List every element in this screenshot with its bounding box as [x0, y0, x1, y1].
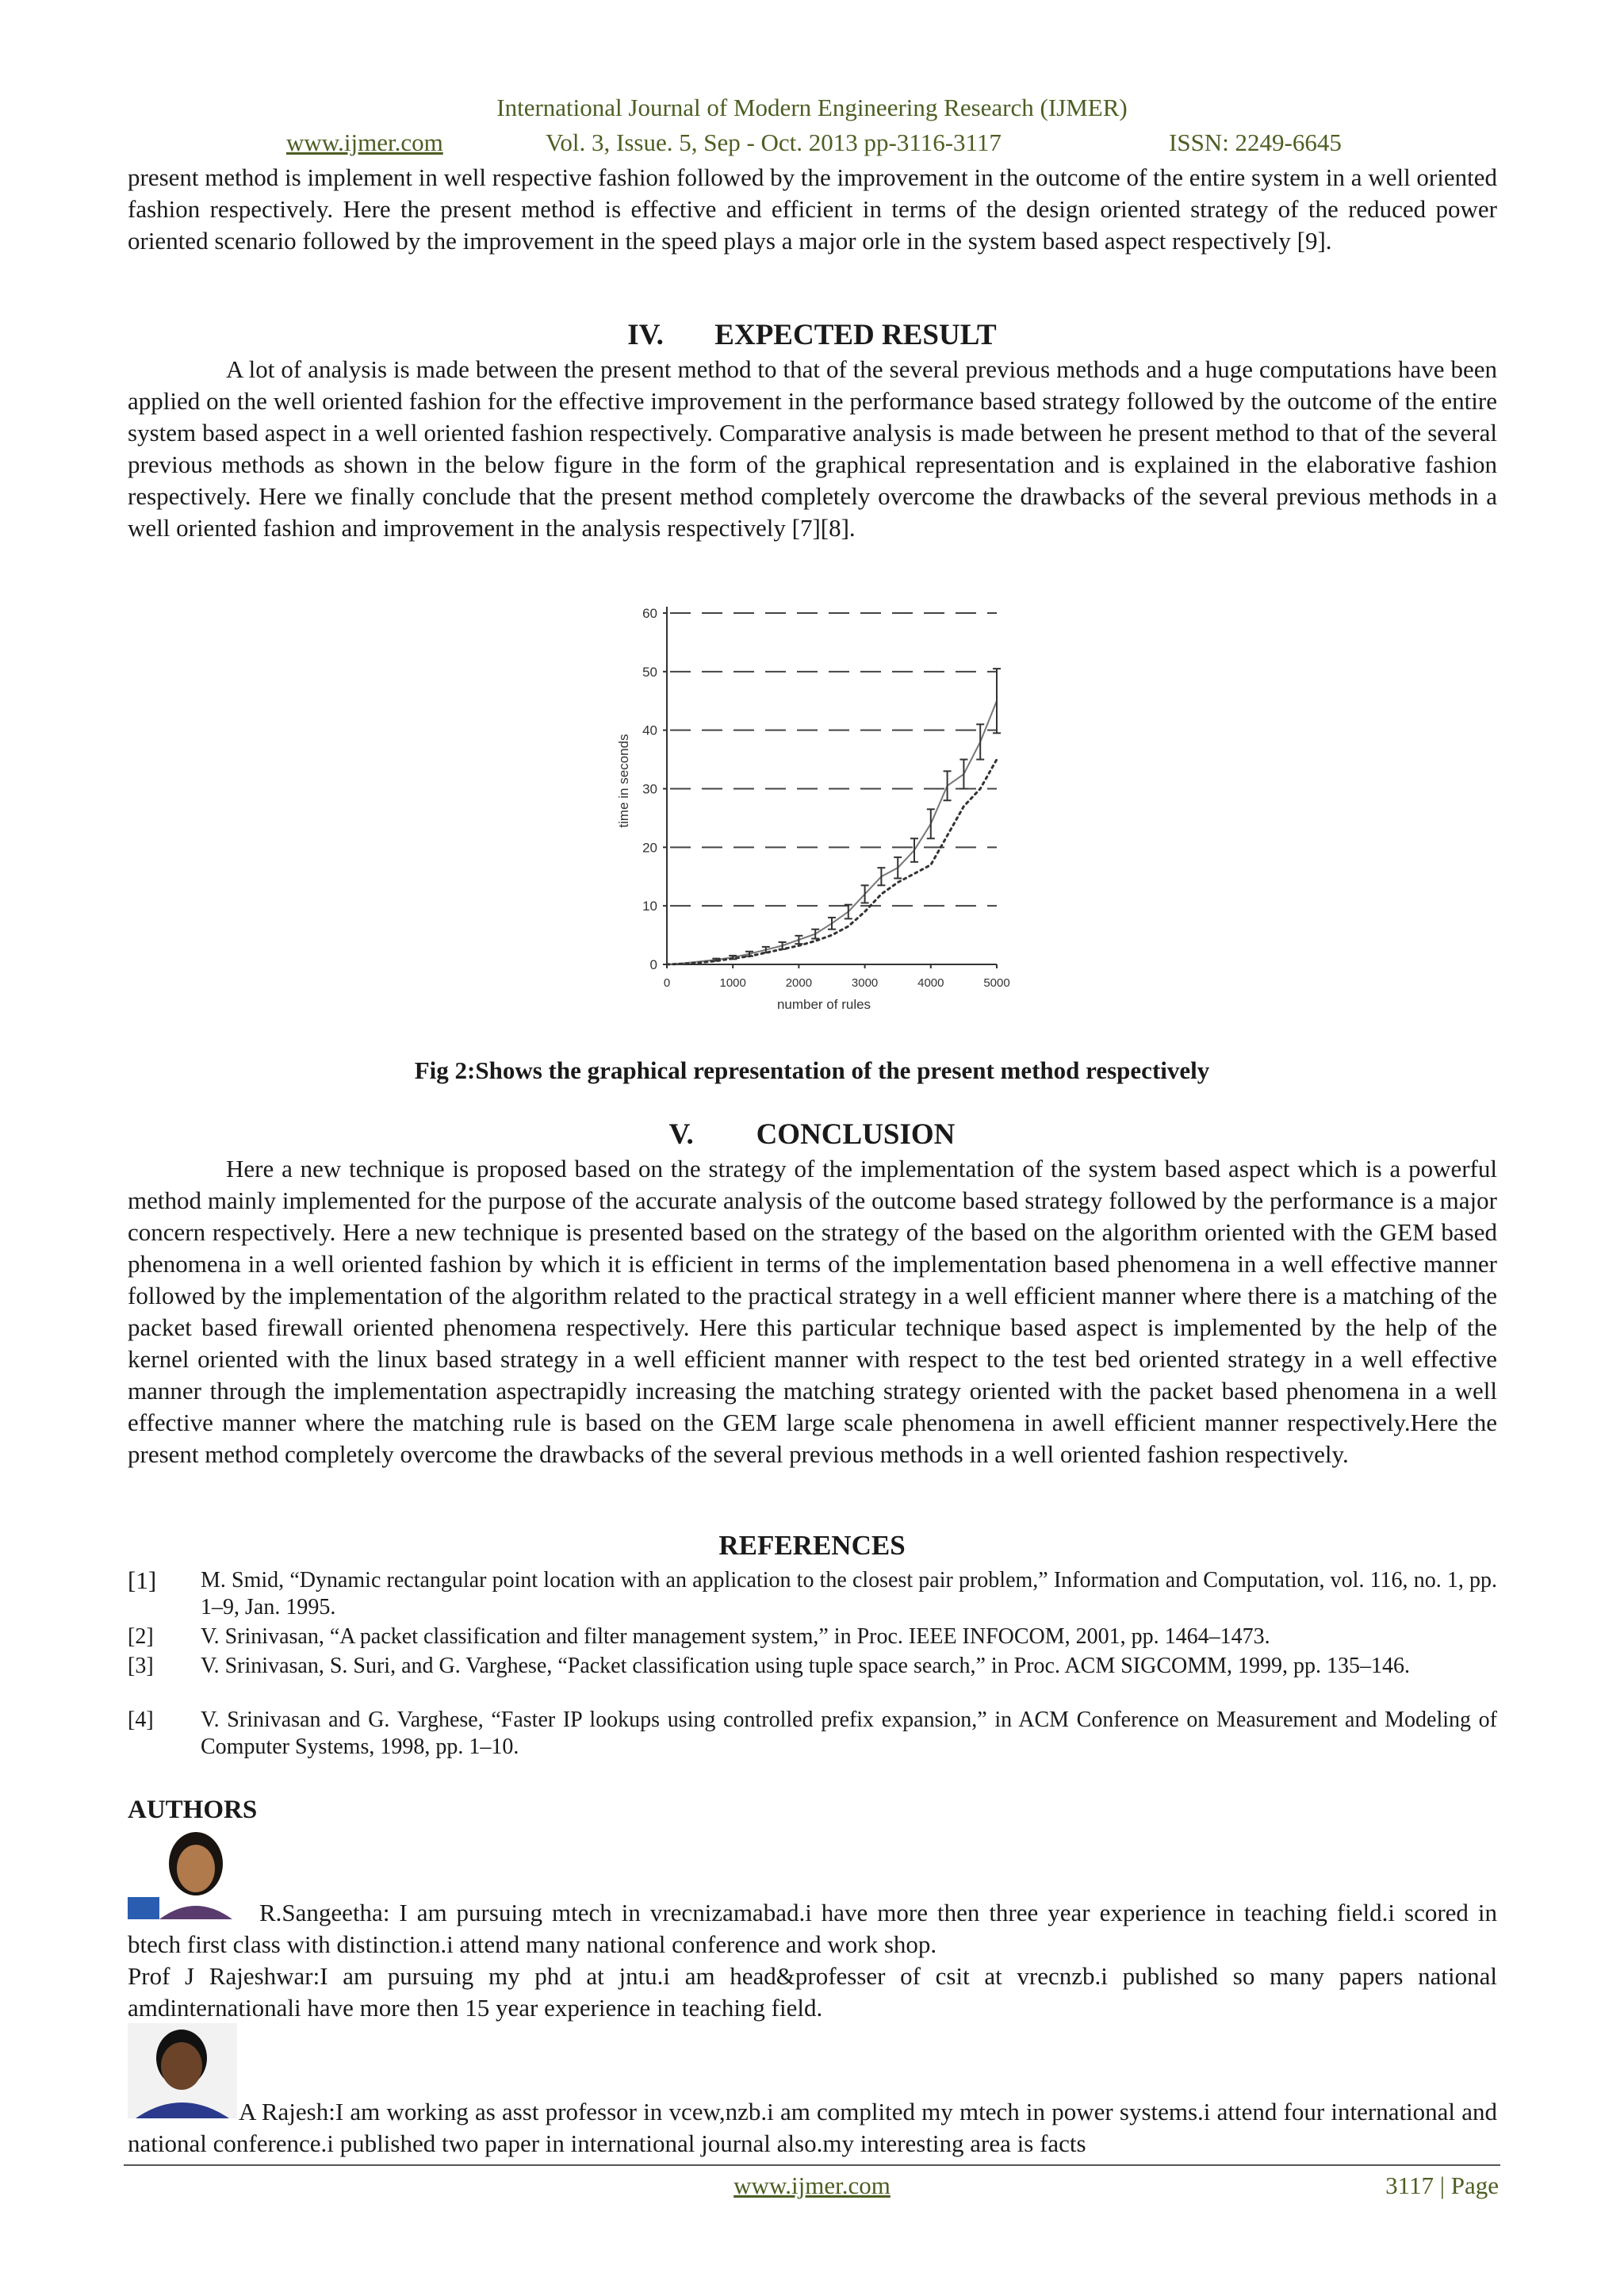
section-number: V. — [668, 1118, 694, 1151]
author-bio-sangeetha: R.Sangeetha: I am pursuing mtech in vrecnizamabad.i have more then three year experience in teaching field.i scored in btech first class with distinction.i attend many national conference and work shop. — [128, 1899, 1497, 1958]
reference-item — [128, 1623, 1497, 1650]
footer-website-link[interactable]: www.ijmer.com — [733, 2171, 891, 2199]
reference-text: V. Srinivasan and G. Varghese, “Faster IP lookups using controlled prefix expansion,” in ACM Conference on Measurement and Modeling of Computer Systems, 1998, pp. 1–10. — [201, 1708, 1497, 1759]
x-tick-label: 1000 — [719, 976, 746, 990]
author-bio-rajeshwar: Prof J Rajeshwar:I am pursuing my phd at jntu.i am head&professer of csit at vrecnzb.i published so many papers national amdinternationali have more then 15 year experience in teaching field. — [128, 1962, 1497, 2022]
y-axis-label: time in seconds — [616, 734, 631, 828]
authors-heading: AUTHORS — [128, 1796, 258, 1824]
reference-text: V. Srinivasan, S. Suri, and G. Varghese, “Packet classification using tuple space search,” in Proc. ACM SIGCOMM, 1999, pp. 135–146. — [201, 1654, 1411, 1678]
x-tick-label: 0 — [663, 976, 671, 990]
y-tick-label: 10 — [642, 899, 657, 914]
references-heading: REFERENCES — [718, 1530, 906, 1561]
reference-item — [128, 1567, 1497, 1621]
y-tick-label: 0 — [649, 957, 657, 972]
section-title: CONCLUSION — [756, 1118, 956, 1151]
y-tick-label: 40 — [642, 723, 657, 738]
header-issn: ISSN: 2249-6645 — [1169, 128, 1342, 156]
conclusion-paragraph: Here a new technique is proposed based on the strategy of the implementation of the system based aspect which is a powerful method mainly implemented for the purpose of the accurate analysis of the outcome based strategy followed by the performance is a major concern respectively. Here a new technique is presented based on the strategy of the based on the algorithm oriented with the GEM based phenomena in a well oriented fashion by which it is efficient in terms of the implementation based phenomena in a well effective manner followed by the implementation of the algorithm related to the practical strategy in a well efficient manner where there is a matching of the packet based firewall oriented phenomena respectively. Here this particular technique based aspect is implemented by the help of the kernel oriented with the linux based strategy in a well efficient manner with respect to the test bed oriented strategy in a well effective manner through the implementation aspectrapidly increasing the matching strategy oriented with the packet based phenomena in a well effective manner where the matching rule is based on the GEM large scale phenomena in awell efficient manner respectively.Here the present method completely overcome the drawbacks of the several previous methods in a well oriented fashion respectively. — [128, 1155, 1497, 1468]
reference-label: [3] — [128, 1654, 154, 1678]
reference-item — [128, 1653, 1497, 1680]
header-website-text[interactable]: www.ijmer.com — [286, 128, 443, 156]
figure-2-chart — [603, 595, 1015, 1023]
section-title: EXPECTED RESULT — [714, 319, 997, 351]
journal-title: International Journal of Modern Engineering Research (IJMER) — [496, 94, 1128, 121]
reference-item — [128, 1707, 1497, 1761]
y-tick-label: 60 — [642, 606, 657, 621]
reference-label: [1] — [128, 1566, 157, 1594]
header-volume: Vol. 3, Issue. 5, Sep - Oct. 2013 pp-3116-3117 — [546, 128, 1002, 156]
y-tick-label: 20 — [642, 840, 657, 856]
reference-label: [4] — [128, 1708, 154, 1732]
intro-paragraph: present method is implement in well respective fashion followed by the improvement in the outcome of the entire system in a well oriented fashion respectively. Here the present method is effective and efficient in terms of the design oriented strategy of the reduced power oriented scenario followed by the improvement in the speed plays a major orle in the system based aspect respectively [9]. — [128, 163, 1497, 255]
figure-caption: Fig 2:Shows the graphical representation of the present method respectively — [414, 1056, 1210, 1084]
footer-page-number: 3117 | Page — [1385, 2171, 1499, 2199]
footer-divider — [124, 2164, 1500, 2166]
y-tick-label: 30 — [642, 781, 657, 797]
author-bio-rajesh: A Rajesh:I am working as asst professor in vcew,nzb.i am complited my mtech in power systems.i attend four international and national conference.i published two paper in international journal also.my interesting area is facts — [128, 2098, 1497, 2157]
reference-text: V. Srinivasan, “A packet classification and filter management system,” in Proc. IEEE INFOCOM, 2001, pp. 1464–1473. — [201, 1624, 1270, 1649]
section-heading-conclusion — [0, 1117, 1624, 1152]
x-tick-label: 5000 — [983, 976, 1010, 990]
expected-result-paragraph: A lot of analysis is made between the present method to that of the several previous methods and a huge computations have been applied on the well oriented fashion for the effective improvement in the performance based strategy followed by the outcome of the entire system based aspect in a well oriented fashion respectively. Comparative analysis is made between he present method to that of the several previous methods as shown in the below figure in the form of the graphical representation and is explained in the elaborative fashion respectively. Here we finally conclude that the present method completely overcome the drawbacks of the several previous methods in a well oriented fashion and improvement in the analysis respectively [7][8]. — [128, 355, 1497, 542]
x-tick-label: 3000 — [851, 976, 879, 990]
y-tick-label: 50 — [642, 664, 657, 680]
x-axis-label: number of rules — [776, 997, 871, 1012]
section-number: IV. — [627, 319, 664, 351]
x-tick-label: 2000 — [785, 976, 813, 990]
reference-label: [2] — [128, 1624, 154, 1649]
x-tick-label: 4000 — [917, 976, 944, 990]
header-website-link — [286, 128, 443, 157]
section-heading-expected-result — [0, 318, 1624, 352]
reference-text: M. Smid, “Dynamic rectangular point location with an application to the closest pair problem,” Information and Computation, vol. 116, no. 1, pp. 1–9, Jan. 1995. — [201, 1568, 1497, 1619]
